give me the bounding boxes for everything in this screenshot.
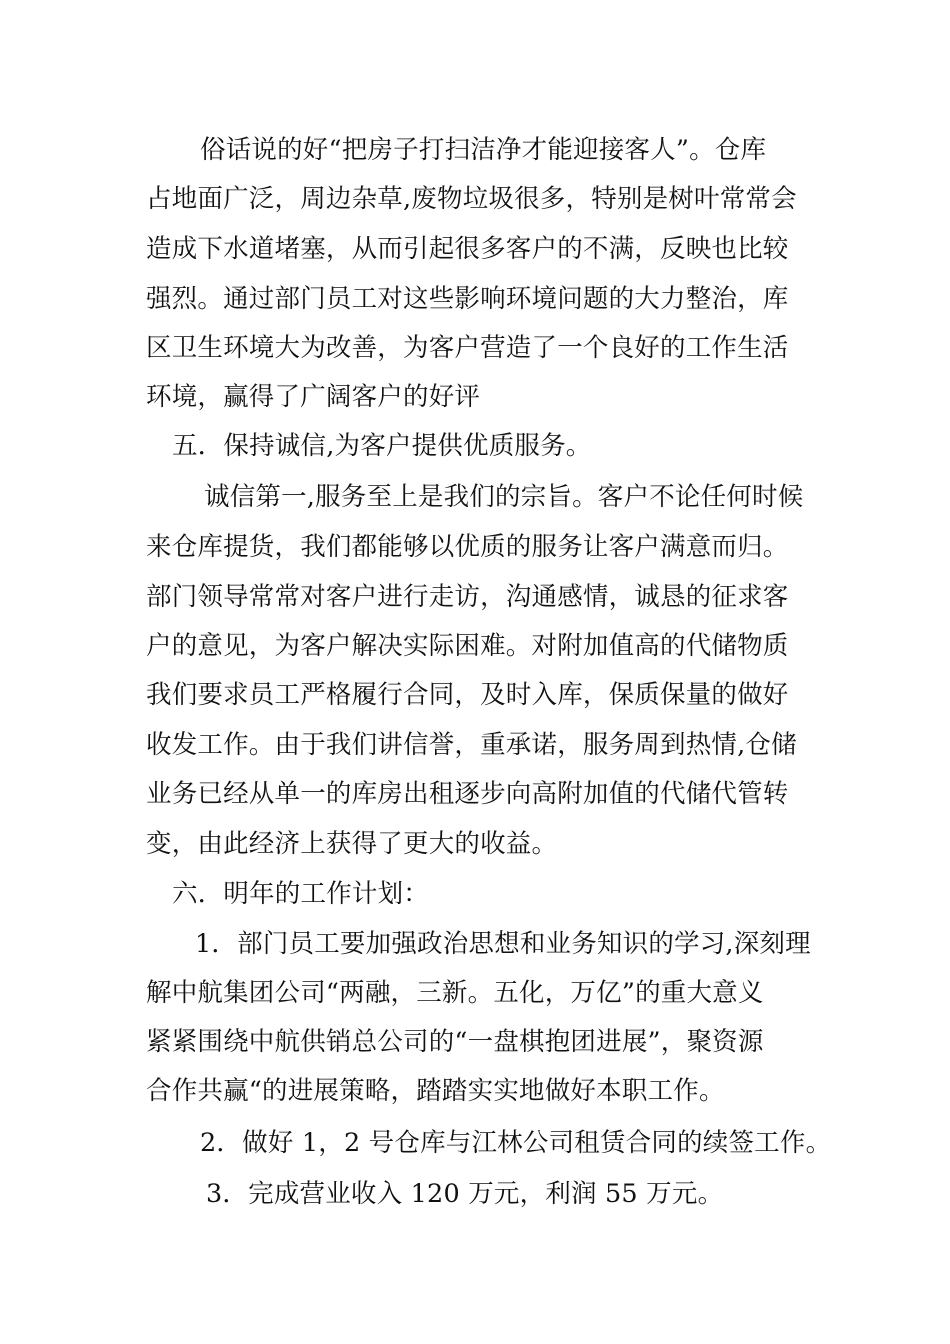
paragraph-line: 占地面广泛，周边杂草,废物垃圾很多，特别是树叶常常会 xyxy=(146,184,797,214)
paragraph-line: 部门领导常常对客户进行走访，沟通感情，诚恳的征求客 xyxy=(146,582,789,612)
paragraph-line: 户的意见，为客户解决实际困难。对附加值高的代储物质 xyxy=(146,631,789,661)
paragraph-line: 环境，赢得了广阔客户的好评 xyxy=(146,382,481,412)
list-item-line: 合作共赢“的进展策略，踏踏实实地做好本职工作。 xyxy=(146,1076,725,1106)
paragraph-line: 区卫生环境大为改善，为客户营造了一个良好的工作生活 xyxy=(146,333,789,363)
list-item-line: 2．做好 1，2 号仓库与江林公司租赁合同的续签工作。 xyxy=(200,1128,832,1158)
paragraph-line: 收发工作。由于我们讲信誉，重承诺，服务周到热情,仓储 xyxy=(146,730,797,760)
list-item-line: 3．完成营业收入 120 万元，利润 55 万元。 xyxy=(206,1179,724,1209)
paragraph-line: 造成下水道堵塞，从而引起很多客户的不满，反映也比较 xyxy=(146,234,789,264)
paragraph-line: 变，由此经济上获得了更大的收益。 xyxy=(146,829,558,859)
paragraph-line: 我们要求员工严格履行合同，及时入库，保质保量的做好 xyxy=(146,680,789,710)
list-item-line: 1．部门员工要加强政治思想和业务知识的学习,深刻理 xyxy=(195,929,811,959)
section-heading: 五．保持诚信,为客户提供优质服务。 xyxy=(172,431,592,461)
paragraph-line: 来仓库提货，我们都能够以优质的服务让客户满意而归。 xyxy=(146,532,789,562)
paragraph-line: 诚信第一,服务至上是我们的宗旨。客户不论任何时候 xyxy=(204,482,804,512)
list-item-line: 解中航集团公司“两融，三新。五化，万亿”的重大意义 xyxy=(146,978,764,1008)
paragraph-line: 业务已经从单一的库房出租逐步向高附加值的代储代管转 xyxy=(146,779,789,809)
paragraph-line: 俗话说的好“把房子打扫洁净才能迎接客人”。仓库 xyxy=(200,135,767,165)
paragraph-line: 强烈。通过部门员工对这些影响环境问题的大力整治，库 xyxy=(146,284,789,314)
section-heading: 六．明年的工作计划： xyxy=(172,879,430,909)
list-item-line: 紧紧围绕中航供销总公司的“一盘棋抱团进展”，聚资源 xyxy=(146,1027,764,1057)
